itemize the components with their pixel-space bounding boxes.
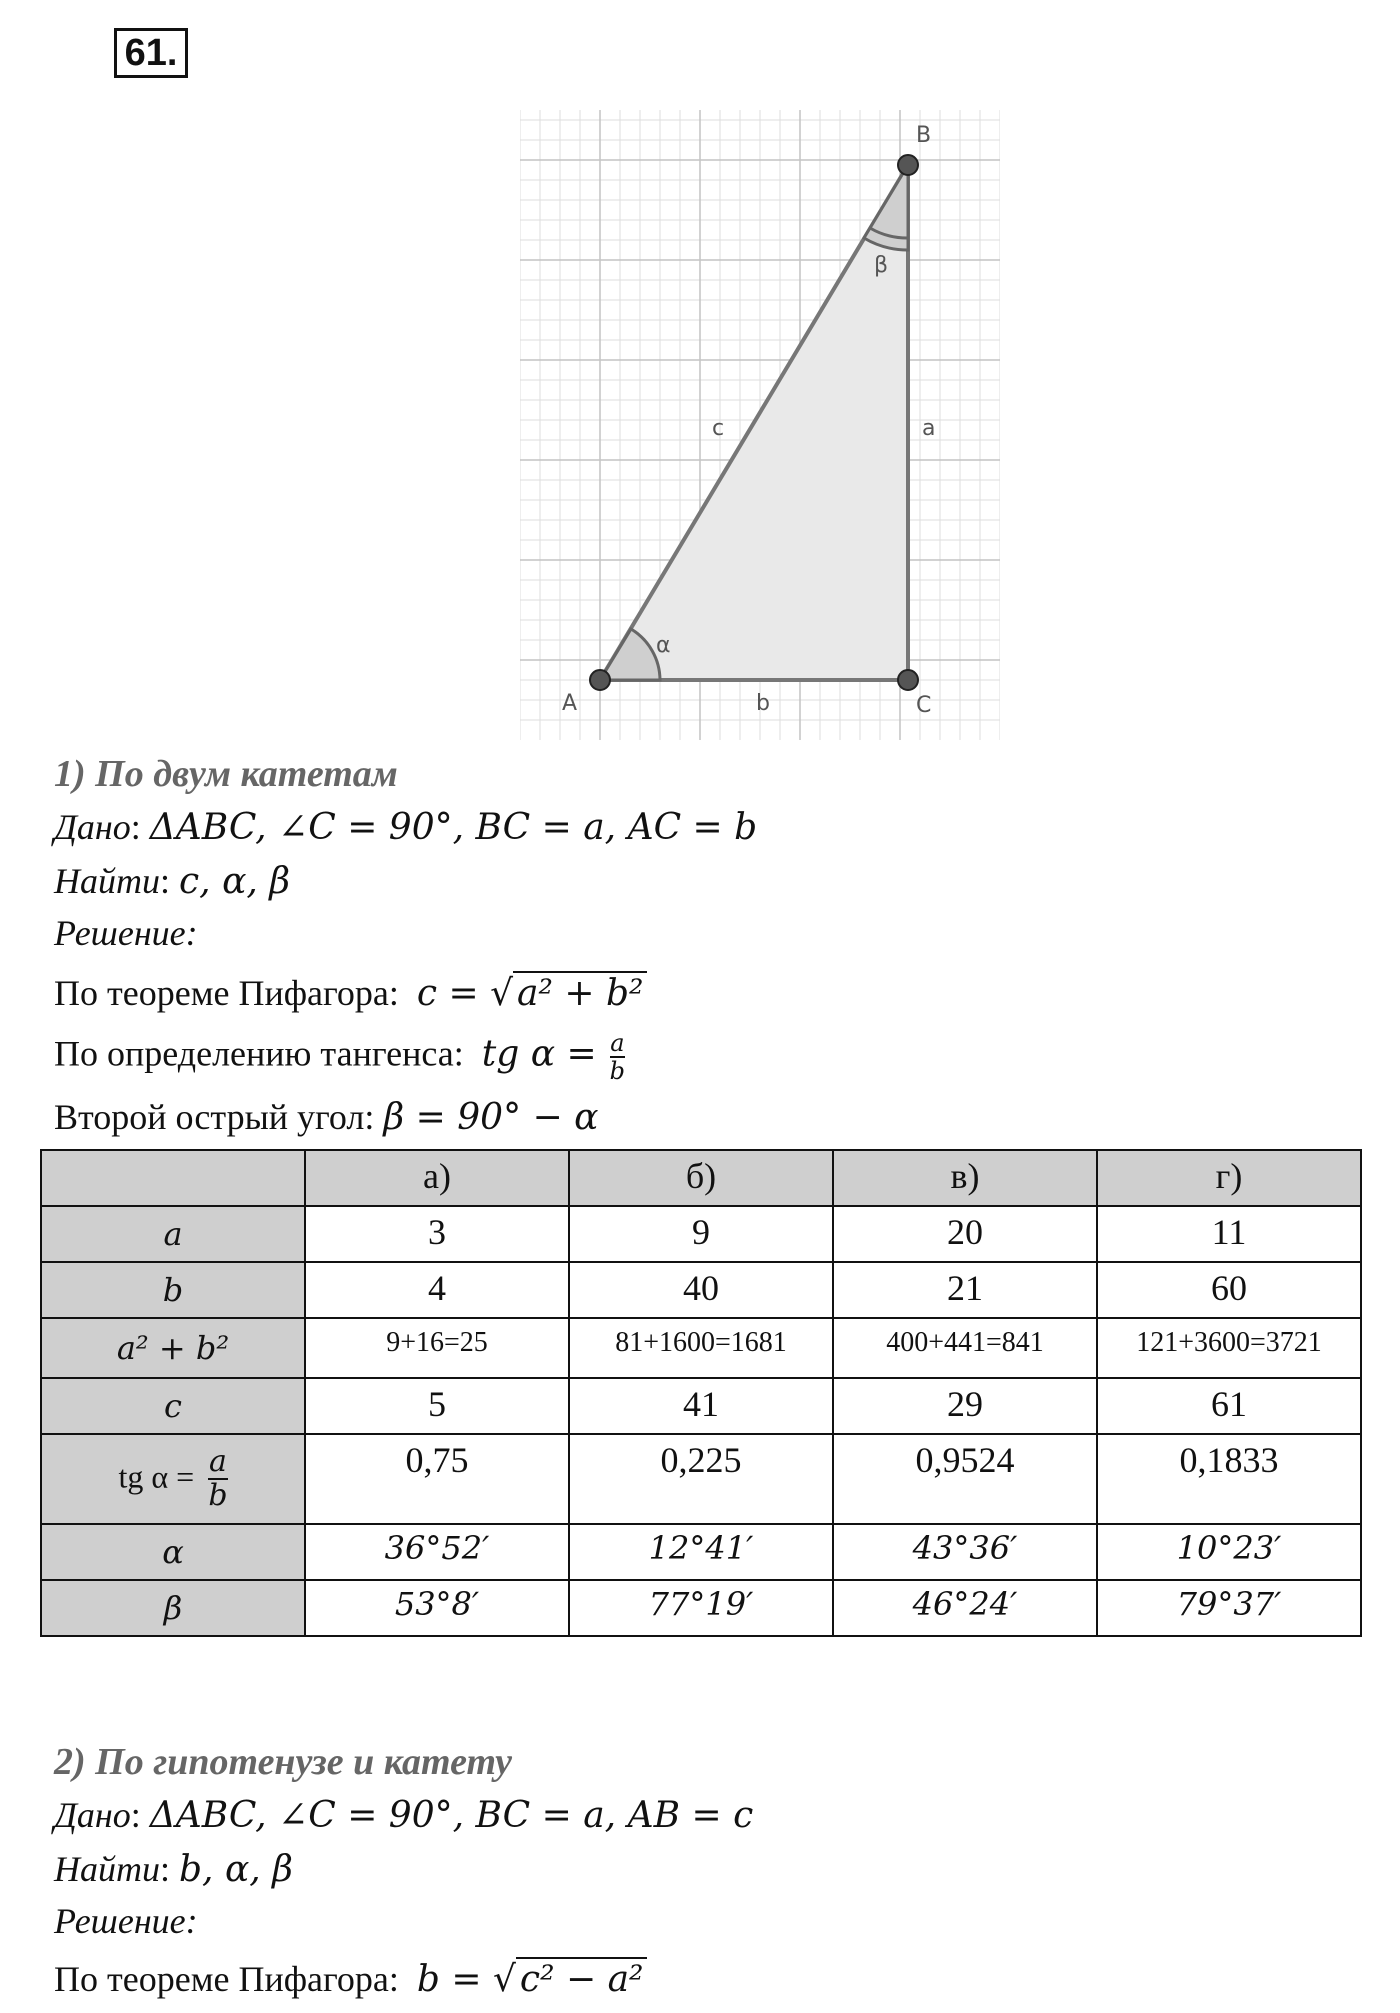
table-cell: 9+16=25 <box>305 1318 569 1378</box>
section1-solution-label: Решение: <box>54 913 198 953</box>
triangle-fill <box>600 165 908 680</box>
table-cell: 61 <box>1097 1378 1361 1434</box>
row-label-beta: β <box>41 1580 305 1636</box>
row-label-c: c <box>41 1378 305 1434</box>
table-cell: 12°41′ <box>569 1524 833 1580</box>
table-cell: 121+3600=3721 <box>1097 1318 1361 1378</box>
section1-pythagoras: По теореме Пифагора: c = √ a² + b² <box>54 972 647 1014</box>
section1-find: Найти: c, α, β <box>54 861 291 902</box>
table-cell: 36°52′ <box>305 1524 569 1580</box>
label-vertex-c: C <box>916 693 932 718</box>
triangle-diagram <box>520 100 1000 740</box>
section1-given: Дано: ΔABC, ∠C = 90°, BC = a, AC = b <box>54 807 758 848</box>
vertex-a-point <box>590 670 610 690</box>
problem-number: 61. <box>114 28 188 78</box>
label-side-c: c <box>712 416 725 441</box>
section2-heading: 2) По гипотенузе и катету <box>54 1741 512 1783</box>
table-header-row <box>41 1150 1361 1206</box>
table-cell: 0,75 <box>305 1434 569 1524</box>
section2-solution-label: Решение: <box>54 1901 198 1941</box>
row-label-a: a <box>41 1206 305 1262</box>
table-cell: 43°36′ <box>833 1524 1097 1580</box>
table-cell: 0,9524 <box>833 1434 1097 1524</box>
table-column-header: б) <box>569 1150 833 1206</box>
section1-second-angle: Второй острый угол: β = 90° − α <box>54 1097 599 1138</box>
table-cell: 81+1600=1681 <box>569 1318 833 1378</box>
row-label-tg: tg α = $\frac{a}{b}$ <box>41 1434 305 1524</box>
table-cell: 5 <box>305 1378 569 1434</box>
table-cell: 29 <box>833 1378 1097 1434</box>
section2-find: Найти: b, α, β <box>54 1849 293 1890</box>
table-row <box>41 1378 1361 1434</box>
table-cell: 0,225 <box>569 1434 833 1524</box>
label-angle-beta: β <box>874 253 889 278</box>
label-side-b: b <box>756 691 770 716</box>
label-vertex-b: B <box>916 123 932 148</box>
table-cell: 60 <box>1097 1262 1361 1318</box>
table-cell: 400+441=841 <box>833 1318 1097 1378</box>
table-cell: 3 <box>305 1206 569 1262</box>
results-table <box>40 1149 1362 1637</box>
row-label-sum: a² + b² <box>41 1318 305 1378</box>
section2-pythagoras: По теореме Пифагора: b = √ c² − a² <box>54 1958 647 2000</box>
table-cell: 21 <box>833 1262 1097 1318</box>
table-cell: 46°24′ <box>833 1580 1097 1636</box>
table-cell: 11 <box>1097 1206 1361 1262</box>
table-column-header: в) <box>833 1150 1097 1206</box>
table-cell: 77°19′ <box>569 1580 833 1636</box>
table-cell: 20 <box>833 1206 1097 1262</box>
table-row <box>41 1524 1361 1580</box>
vertex-b-point <box>898 155 918 175</box>
table-cell: 0,1833 <box>1097 1434 1361 1524</box>
table-cell: 40 <box>569 1262 833 1318</box>
section1-tangent: По определению тангенса: tg α = $\frac{a}{b}$ <box>54 1029 626 1085</box>
vertex-c-point <box>898 670 918 690</box>
table-cell: 4 <box>305 1262 569 1318</box>
table-cell: 41 <box>569 1378 833 1434</box>
table-row <box>41 1318 1361 1378</box>
table-column-header: г) <box>1097 1150 1361 1206</box>
section2-given: Дано: ΔABC, ∠C = 90°, BC = a, AB = c <box>54 1795 754 1836</box>
table-cell: 79°37′ <box>1097 1580 1361 1636</box>
table-row <box>41 1206 1361 1262</box>
table-corner-cell <box>41 1150 305 1206</box>
label-angle-alpha: α <box>656 633 671 658</box>
row-label-b: b <box>41 1262 305 1318</box>
table-cell: 10°23′ <box>1097 1524 1361 1580</box>
table-cell: 53°8′ <box>305 1580 569 1636</box>
table-row <box>41 1262 1361 1318</box>
table-row <box>41 1434 1361 1524</box>
table-cell: 9 <box>569 1206 833 1262</box>
label-vertex-a: A <box>562 691 578 716</box>
row-label-alpha: α <box>41 1524 305 1580</box>
section1-heading: 1) По двум катетам <box>54 753 398 795</box>
table-row <box>41 1580 1361 1636</box>
label-side-a: a <box>922 416 936 441</box>
table-column-header: а) <box>305 1150 569 1206</box>
